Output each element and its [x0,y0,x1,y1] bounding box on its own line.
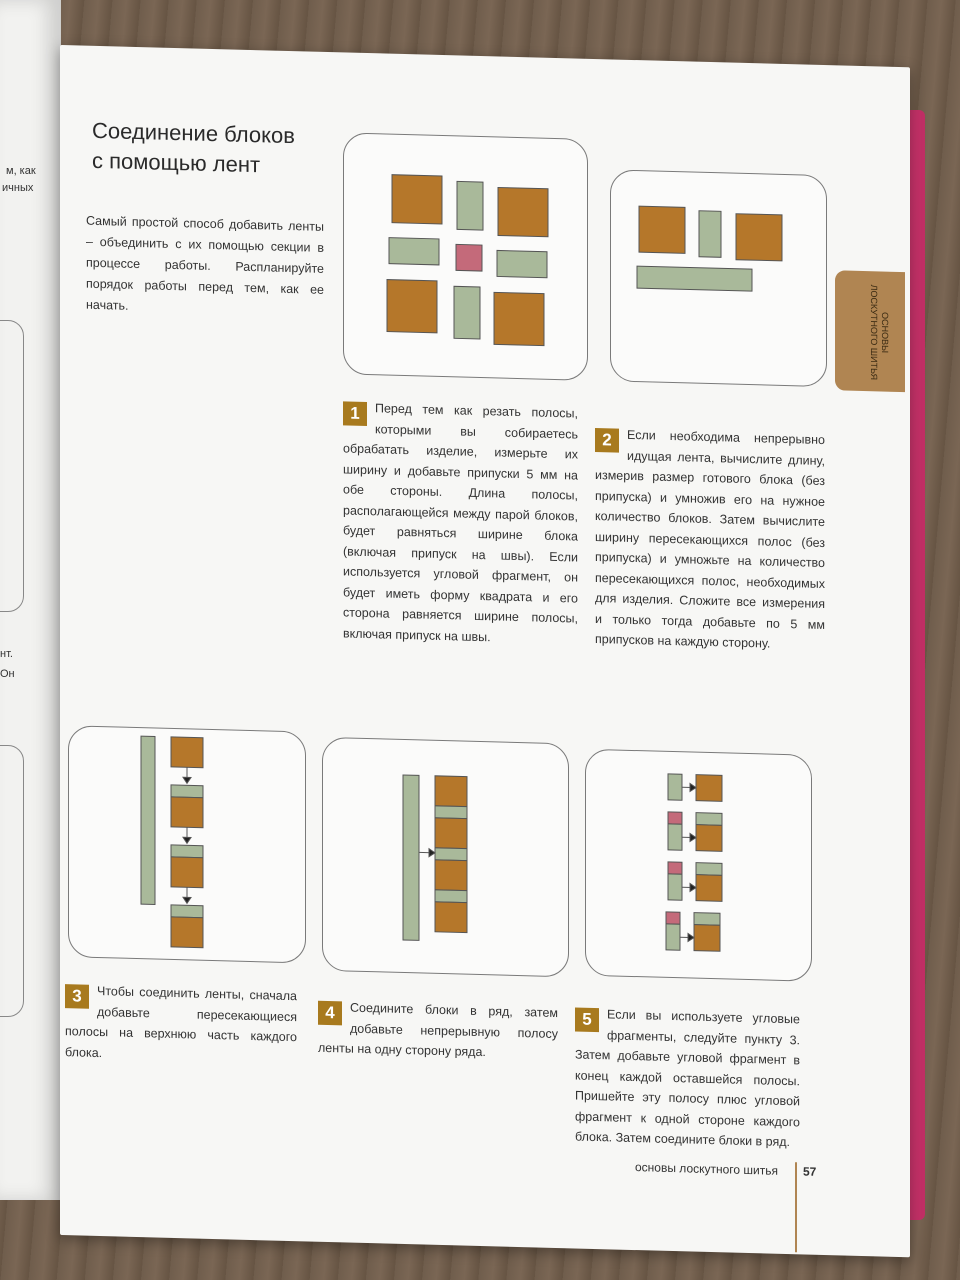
block-square [435,860,467,891]
block-square [736,214,782,261]
block-square [494,292,544,345]
step-4 [318,997,558,1065]
step4-drawing [323,738,568,976]
long-strip [637,266,752,291]
step-text: Соедините блоки в ряд, затем добавьте непрерывную полосу ленты на одну сторону ряда. [318,1000,558,1060]
strip [668,774,682,800]
block-square [435,902,467,933]
block-square [435,776,467,807]
diagram-step3 [68,725,306,963]
block-square [171,917,203,948]
diagram-step5 [585,749,812,982]
left-diagram-panel [0,745,24,1017]
block-square [171,857,203,888]
block-square [696,825,722,852]
step-number-badge: 5 [575,1007,599,1032]
step-1 [343,397,578,649]
step-text: Перед тем как резать полосы, которыми вы собираетесь обрабатать изделие, измерьте их ширину и добавьте припуски 5 мм на обе стороны. Длина полосы, располагающейся между парой блоков, будет равняться ширине блока (включая припуск на швы). Если используется угловой фрагмент, он будет иметь форму квадрата и его сторона равняется ширине полосы, включая припуск на швы. [343,401,578,644]
block-square [392,175,442,224]
strip [668,824,682,850]
strip [457,181,483,230]
step3-drawing [69,726,305,962]
step-number-badge: 2 [595,428,619,453]
strip [171,905,203,918]
step-2 [595,424,825,656]
block-grid-drawing [344,133,587,379]
block-square [498,187,548,236]
block-square [435,818,467,849]
block-square [387,280,437,333]
strip [389,238,439,265]
strip [171,785,203,798]
strip [696,863,722,876]
step5-drawing [586,750,811,981]
step-text: Чтобы соединить ленты, сначала добавьте пересекающиеся полосы на верхнюю часть каждого блока. [65,983,297,1060]
long-strip [141,736,155,904]
footer-divider [795,1162,797,1252]
left-page [0,0,61,1200]
long-strip [403,775,419,940]
step-text: Если вы используете угловые фрагменты, следуйте пункту 3. Затем добавьте угловой фрагмент в конец каждой оставшейся полосы. Пришейте эту полосу плюс угловой фрагмент к одной стороне каждого блока. Затем соедините блоки в ряд. [575,1007,800,1150]
strip [435,848,467,861]
strip [435,890,467,903]
block-square [694,925,720,952]
left-fragment: м, как [6,165,36,177]
strip [696,813,722,826]
diagram-block-grid [343,132,588,380]
strip [454,286,480,339]
strip [699,211,721,258]
step-text: Если необходима непрерывно идущая лента, вычислите длину, измерив размер готового блока (без припуска) и умножив его на нужное количество блоков. Затем вычислите ширину пересекающихся полос (без припуска) и умножьте на количество пересекающихся полос, необходимых для изделия. Сложите все измерения и только тогда добавьте по 5 мм припусков на каждую сторону. [595,427,825,651]
step-number-badge: 4 [318,1001,342,1026]
block-square [696,775,722,802]
intro-paragraph: Самый простой способ добавить ленты – объединить с их помощью секции в процессе работы. Распланируйте порядок работы перед тем, как ее начать. [86,213,324,313]
corner-square [668,862,682,874]
running-footer: основы лоскутного шитья [635,1160,778,1178]
strip [435,806,467,819]
left-fragment: нт. [0,648,13,660]
strip [497,250,547,277]
section-tab [835,270,905,392]
strip [694,913,720,926]
corner-square [456,244,482,271]
step-number-badge: 3 [65,984,89,1009]
block-square [696,875,722,902]
step-3 [65,980,297,1068]
step-number-badge: 1 [343,401,367,426]
book-page [60,45,910,1257]
strip [668,874,682,900]
block-square [171,737,203,768]
corner-square [666,912,680,924]
strip [666,924,680,950]
block-square [639,206,685,253]
step-5 [575,1003,800,1152]
left-diagram-panel [0,320,24,612]
block-square [171,797,203,828]
left-fragment: ичных [2,182,34,194]
section-tab-label: ОСНОВЫ ЛОСКУТНОГО ШИТЬЯ [869,284,890,381]
diagram-continuous-strip [610,169,827,387]
corner-square [668,812,682,824]
page-title: Соединение блоков с помощью лент [92,117,295,178]
page-number: 57 [803,1164,817,1179]
continuous-strip-drawing [611,170,826,386]
strip [171,845,203,858]
left-fragment: Он [0,668,15,680]
diagram-step4 [322,737,569,977]
